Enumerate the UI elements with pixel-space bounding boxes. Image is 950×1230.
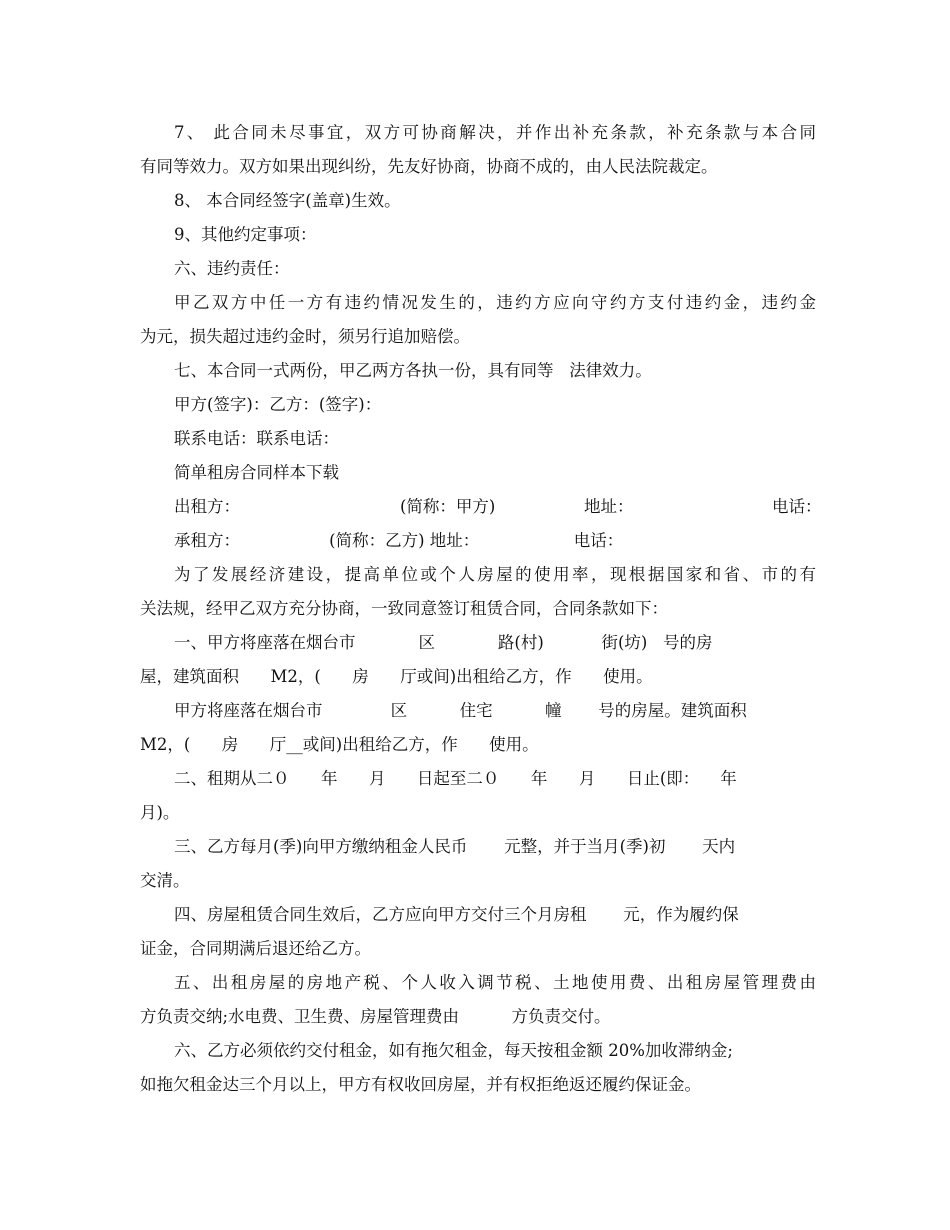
signature-line: 甲方(签字)：乙方：(签字)： — [174, 395, 382, 414]
lessor-phone: 电话： — [772, 497, 822, 516]
clause-4-line-2: 证金，合同期满后退还给乙方。 — [140, 939, 371, 958]
clause-2-line-2: 月)。 — [140, 803, 180, 822]
section-7: 七、本合同一式两份，甲乙两方各执一份，具有同等 法律效力。 — [174, 361, 652, 380]
lessor-label: 出租方： — [174, 497, 240, 516]
template-title: 简单租房合同样本下载 — [174, 463, 339, 482]
clause-7-line-2: 有同等效力。双方如果出现纠纷，先友好协商，协商不成的，由人民法院裁定。 — [140, 157, 718, 176]
lessor-abbr: (简称：甲方) — [400, 497, 496, 516]
clause-2-line-1: 二、租期从二０ 年 月 日起至二０ 年 月 日止(即： 年 — [174, 769, 737, 788]
preamble-line-2: 关法规，经甲乙双方充分协商，一致同意签订租赁合同，合同条款如下： — [140, 599, 668, 618]
clause-3-line-2: 交清。 — [140, 871, 190, 890]
clause-7-line-1: 7、 此合同未尽事宜，双方可协商解决，并作出补充条款，补充条款与本合同 — [174, 123, 816, 142]
clause-1b-line-1: 甲方将座落在烟台市 区 住宅 幢 号的房屋。建筑面积 — [174, 701, 747, 720]
clause-1-line-2: 屋，建筑面积 M2，( 房 厅或间)出租给乙方，作 使用。 — [140, 667, 653, 686]
section-6-heading: 六、违约责任： — [174, 259, 290, 278]
clause-5-line-1: 五、出租房屋的房地产税、个人收入调节税、土地使用费、出租房屋管理费由 — [174, 973, 816, 992]
contact-phone-line: 联系电话：联系电话： — [174, 429, 339, 448]
clause-5-line-2: 方负责交纳;水电费、卫生费、房屋管理费由 方负责交付。 — [140, 1007, 611, 1026]
clause-1b-line-2: M2，( 房 厅__或间)出租给乙方，作 使用。 — [140, 735, 539, 754]
document-body — [140, 116, 822, 1102]
breach-line-2: 为元，损失超过违约金时，须另行追加赔偿。 — [140, 327, 470, 346]
preamble-line-1: 为了发展经济建设，提高单位或个人房屋的使用率，现根据国家和省、市的有 — [174, 565, 816, 584]
clause-4-line-1: 四、房屋租赁合同生效后，乙方应向甲方交付三个月房租 元，作为履约保 — [174, 905, 739, 924]
clause-6-line-2: 如拖欠租金达三个月以上，甲方有权收回房屋，并有权拒绝返还履约保证金。 — [140, 1075, 701, 1094]
lessor-address: 地址： — [584, 497, 634, 516]
breach-line-1: 甲乙双方中任一方有违约情况发生的，违约方应向守约方支付违约金，违约金 — [174, 293, 816, 312]
clause-1-line-1: 一、甲方将座落在烟台市 区 路(村) 街(坊) 号的房 — [174, 633, 713, 652]
clause-8: 8、 本合同经签字(盖章)生效。 — [174, 191, 401, 210]
lessee-row: 承租方： (简称：乙方) 地址： 电话： — [174, 531, 624, 550]
lessor-row — [140, 490, 822, 524]
clause-9: 9、其他约定事项： — [174, 225, 317, 244]
clause-3-line-1: 三、乙方每月(季)向甲方缴纳租金人民币 元整，并于当月(季)初 天内 — [174, 837, 736, 856]
clause-6-line-1: 六、乙方必须依约交付租金，如有拖欠租金，每天按租金额 20%加收滞纳金; — [174, 1041, 733, 1060]
